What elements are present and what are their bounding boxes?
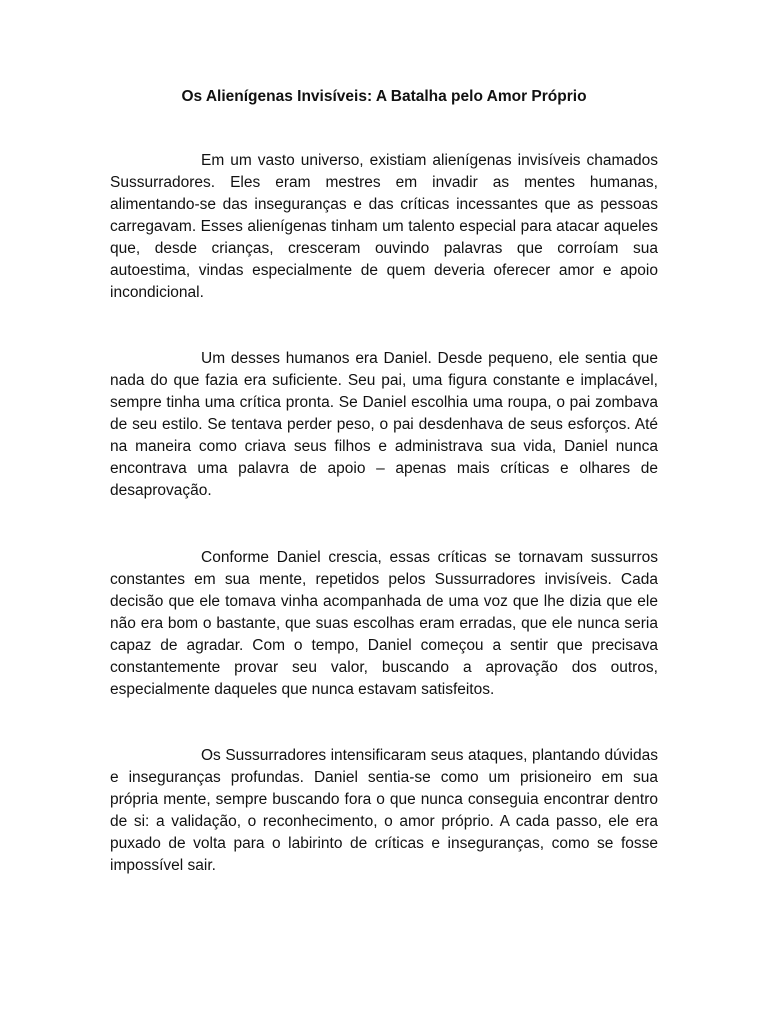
paragraph: Conforme Daniel crescia, essas críticas se tornavam sussurros constantes em sua mente, repetidos pelos Sussurradores invisíveis. Cada decisão que ele tomava vinha acompanhada de uma voz que lhe dizia que ele não era bom o bastante, que suas escolhas eram erradas, que ele nunca seria capaz de agradar. Com o tempo, Daniel começou a sentir que precisava constantemente provar seu valor, buscando a aprovação dos outros, especialmente daqueles que nunca estavam satisfeitos. [110, 549, 658, 698]
document-title: Os Alienígenas Invisíveis: A Batalha pelo Amor Próprio [181, 88, 587, 105]
paragraph: Um desses humanos era Daniel. Desde pequeno, ele sentia que nada do que fazia era suficiente. Seu pai, uma figura constante e implacável, sempre tinha uma crítica pronta. Se Daniel escolhia uma roupa, o pai zombava de seu estilo. Se tentava perder peso, o pai desdenhava de seus esforços. Até na maneira como criava seus filhos e administrava sua vida, Daniel nunca encontrava uma palavra de apoio – apenas mais críticas e olhares de desaprovação. [110, 350, 658, 499]
paragraph: Os Sussurradores intensificaram seus ataques, plantando dúvidas e inseguranças profundas. Daniel sentia-se como um prisioneiro em sua própria mente, sempre buscando fora o que nunca conseguia encontrar dentro de si: a validação, o reconhecimento, o amor próprio. A cada passo, ele era puxado de volta para o labirinto de críticas e inseguranças, como se fosse impossível sair. [110, 747, 658, 874]
paragraph: Em um vasto universo, existiam alienígenas invisíveis chamados Sussurradores. Eles eram mestres em invadir as mentes humanas, alimentando-se das inseguranças e das críticas incessantes que as pessoas carregavam. Esses alienígenas tinham um talento especial para atacar aqueles que, desde crianças, cresceram ouvindo palavras que corroíam sua autoestima, vindas especialmente de quem deveria oferecer amor e apoio incondicional. [110, 152, 658, 301]
